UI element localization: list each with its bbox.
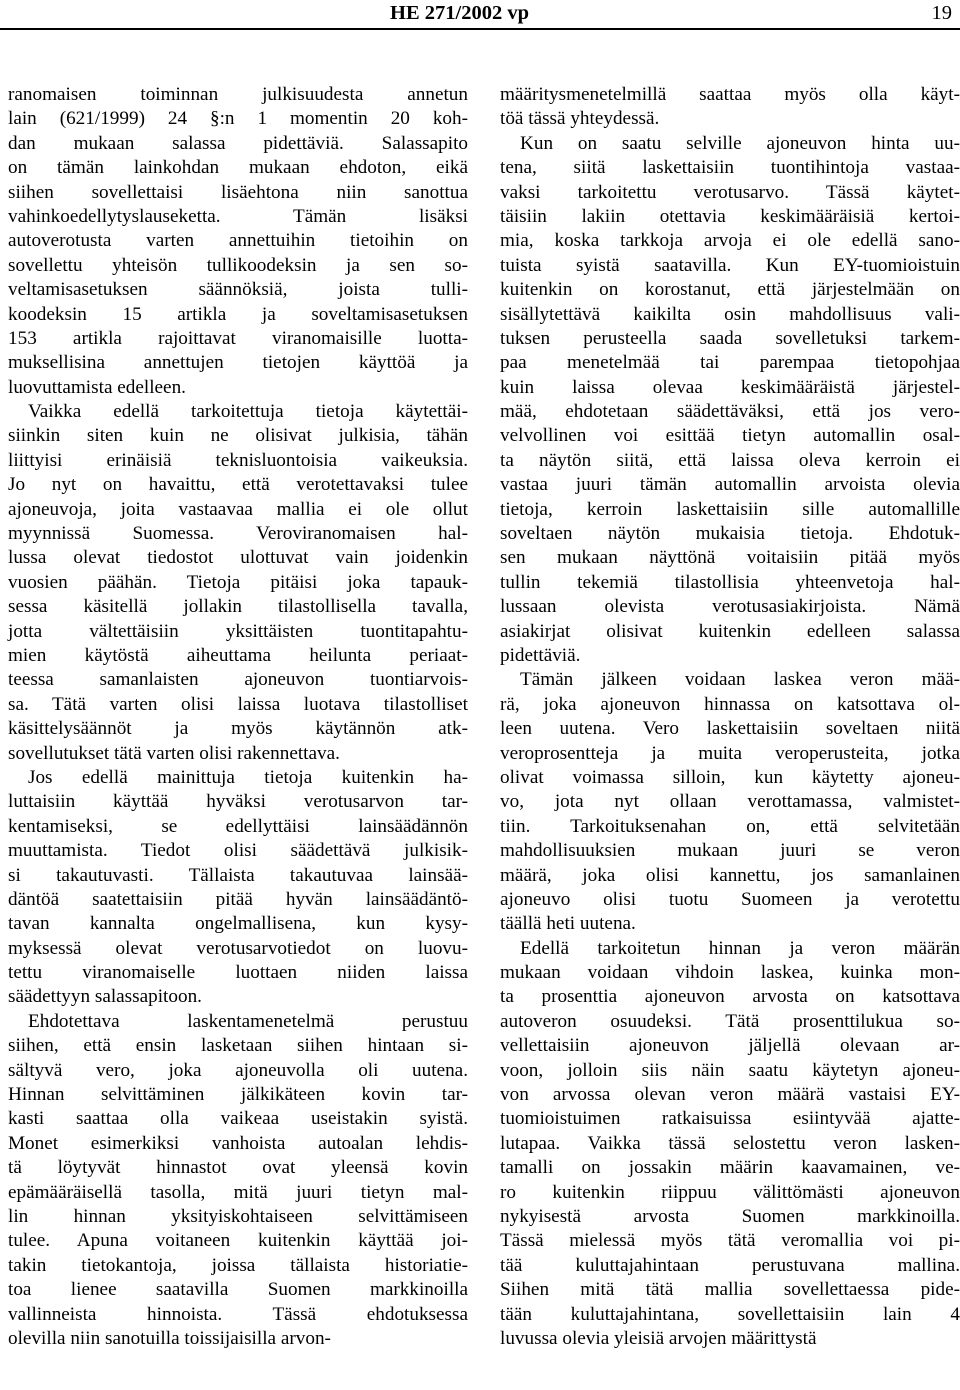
- paragraph: [8, 83, 468, 400]
- text-line: on tämän lainkohdan mukaan ehdoton, eikä: [8, 157, 468, 179]
- text-line: Vaikka edellä tarkoitettuja tietoja käytettäi-: [28, 401, 468, 423]
- text-line: kuitenkin on korostanut, että järjestelmään on: [500, 279, 960, 301]
- text-line: rä, joka ajoneuvon hinnassa on katsottava ol-: [500, 693, 960, 715]
- text-line: tää kuluttajahintaan perustuvana mallina.: [500, 1254, 960, 1276]
- text-line: sovellettu yhteisön tullikoodeksin ja sen so-: [8, 254, 468, 276]
- text-line: lain (621/1999) 24 §:n 1 momentin 20 koh-: [8, 108, 468, 130]
- text-line: lin hinnan yksityiskohtaiseen selvittämiseen: [8, 1205, 468, 1227]
- text-line: luvussa olevia yleisiä arvojen määrittystä: [500, 1327, 817, 1349]
- text-line: von arvossa olevan veron määrä vastaisi EY-: [500, 1084, 960, 1106]
- text-line: pidettäviä.: [500, 644, 581, 666]
- text-line: Monet esimerkiksi vanhoista autoalan lehdis-: [8, 1132, 468, 1154]
- text-line: sovellutukset tätä varten olisi rakennettava.: [8, 742, 340, 764]
- text-line: mahdollisuuksien mukaan juuri se veron: [500, 840, 960, 862]
- text-line: sisällytettävä kaikilta osin mahdollisuus vali-: [500, 303, 960, 325]
- text-line: vo, jota nyt ollaan verottamassa, valmistet-: [500, 791, 960, 813]
- paragraph: [8, 1010, 468, 1351]
- text-line: liittyisi erinäisiä teknisluontoisia vaikeuksia.: [8, 449, 468, 471]
- text-line: tietoja, kerroin laskettaisiin sille automallille: [500, 498, 960, 520]
- text-line: mia, koska tarkkoja arvoja ei ole edellä sano-: [500, 230, 960, 252]
- text-line: leen uutena. Vero laskettaisiin soveltaen niitä: [500, 718, 960, 740]
- text-line: tuksen perusteella saada sovelletuksi tarkem-: [500, 327, 960, 349]
- text-line: sa. Tätä varten olisi laissa luotava tilastolliset: [8, 693, 468, 715]
- text-line: kasti saattaa olla vaikeaa useistakin syistä.: [8, 1108, 468, 1130]
- text-line: tulee. Apuna voitaneen kuitenkin käyttää joi-: [8, 1230, 468, 1252]
- paragraph: [500, 132, 960, 669]
- text-line: käsittelysäännöt ja myös käytännön atk-: [8, 718, 468, 740]
- text-line: ajoneuvo olisi tuotu Suomeen ja verotettu: [500, 888, 960, 910]
- text-line: muksellisina annettujen tietojen käyttöä ja: [8, 352, 468, 374]
- text-line: ta prosenttia ajoneuvon arvosta on katsottava: [500, 986, 960, 1008]
- document-identifier: HE 271/2002 vp: [390, 2, 529, 24]
- text-line: ranomaisen toiminnan julkisuudesta annetun: [8, 84, 468, 105]
- text-line: sältyvä vero, joka ajoneuvolla oli uutena.: [8, 1059, 468, 1081]
- text-line: tettu viranomaiselle luottaen niiden laissa: [8, 962, 468, 984]
- text-line: lussaan olevista verotusasiakirjoista. Nämä: [500, 596, 960, 618]
- text-line: vahinkoedellytyslauseketta. Tämän lisäksi: [8, 205, 468, 227]
- text-line: Jo nyt on havaittu, että verotettavaksi tulee: [8, 474, 468, 496]
- text-line: myynnissä Suomessa. Veroviranomaisen hal-: [8, 523, 468, 545]
- text-line: teessa samanlaisten ajoneuvon tuontiarvois-: [8, 669, 468, 691]
- text-line: nykyisestä arvosta Suomen markkinoilla.: [500, 1205, 960, 1227]
- text-line: olivat voimassa silloin, kun käytetty ajoneu-: [500, 766, 960, 788]
- text-line: ro kuitenkin riippuu välittömästi ajoneuvon: [500, 1181, 960, 1203]
- text-line: luttaisiin käyttää hyväksi verotusarvon tar-: [8, 791, 468, 813]
- paragraph: [8, 766, 468, 1010]
- text-line: sen mukaan näyttönä voitaisiin pitää myös: [500, 547, 960, 569]
- text-line: Edellä tarkoitetun hinnan ja veron määrän: [520, 937, 960, 959]
- text-line: täisiin lakiin otettavia keskimääräisiä kertoi-: [500, 205, 960, 227]
- left-column: [8, 83, 468, 1351]
- paragraph: [500, 937, 960, 1352]
- text-line: dan mukaan salassa pidettäviä. Salassapito: [8, 132, 468, 154]
- text-line: velvollinen voi esittää tietyn automallin osal-: [500, 425, 960, 447]
- text-line: olevilla niin sanotuilla toissijaisilla arvon-: [8, 1327, 331, 1349]
- text-line: muuttamista. Tiedot olisi säädettävä julkisik-: [8, 840, 468, 862]
- text-line: määritysmenetelmillä saattaa myös olla käyt-: [500, 84, 960, 105]
- text-line: siinkin siten kuin ne olisivat julkisia, tähän: [8, 425, 468, 447]
- text-line: Tässä mielessä myös tätä veromallia voi pi-: [500, 1230, 960, 1252]
- text-line: tä löytyvät hinnastot ovat yleensä kovin: [8, 1157, 468, 1179]
- text-line: mukaan voidaan vihdoin laskea, kuinka mon-: [500, 962, 960, 984]
- text-line: Siihen mitä tätä mallia sovellettaessa pide-: [500, 1279, 960, 1301]
- paragraph: [500, 83, 960, 132]
- text-line: kuin laissa olevaa keskimääräistä järjestel-: [500, 376, 960, 398]
- text-line: si takautuvasti. Tällaista takautuvaa lainsää-: [8, 864, 468, 886]
- paragraph: [500, 668, 960, 936]
- text-line: vuosien päähän. Tietoja pitäisi joka tapauk-: [8, 571, 468, 593]
- header-rule: [0, 28, 960, 30]
- text-line: Ehdotettava laskentamenetelmä perustuu: [28, 1010, 468, 1032]
- text-line: epämääräisellä tasolla, mitä juuri tietyn mal-: [8, 1181, 468, 1203]
- text-line: lussa olevat tiedostot ulottuvat vain joidenkin: [8, 547, 468, 569]
- text-line: 153 artikla rajoittavat viranomaisille luotta-: [8, 327, 468, 349]
- text-line: Jos edellä mainittuja tietoja kuitenkin ha-: [28, 766, 468, 788]
- text-line: tavan kannalta ongelmallisena, kun kysy-: [8, 913, 468, 935]
- text-line: ta näytön siitä, että laissa oleva kerroin ei: [500, 449, 960, 471]
- text-line: voon, jolloin siis näin saatu käytetyn ajoneu-: [500, 1059, 960, 1081]
- text-line: vastaa juuri tämän automallin arvoista olevia: [500, 474, 960, 496]
- text-line: ajoneuvoja, joita vastaavaa mallia ei ole ollut: [8, 498, 468, 520]
- text-line: täällä heti uutena.: [500, 913, 636, 935]
- text-line: säädettyyn salassapitoon.: [8, 986, 202, 1008]
- text-line: vellettaisiin ajoneuvon jäljellä olevaan ar-: [500, 1035, 960, 1057]
- text-line: toa lienee saatavilla Suomen markkinoilla: [8, 1279, 468, 1301]
- text-line: veroprosentteja ja muita veroperusteita, jotka: [500, 742, 960, 764]
- text-line: veltamisasetuksen säännöksiä, joista tulli-: [8, 279, 468, 301]
- text-line: autoveron osuudeksi. Tätä prosenttilukua so-: [500, 1010, 960, 1032]
- text-line: siihen, että ensin lasketaan siihen hintaan si-: [8, 1035, 468, 1057]
- text-line: määrä, joka olisi kannettu, jos samanlainen: [500, 864, 960, 886]
- text-line: tena, siitä laskettaisiin tuontihintoja vastaa-: [500, 157, 960, 179]
- text-line: tamalli on jossakin määrin kaavamainen, ve-: [500, 1157, 960, 1179]
- text-line: Tämän jälkeen voidaan laskea veron mää-: [520, 669, 960, 691]
- text-line: tuomioistuimen ratkaisuissa esiintyvää ajatte-: [500, 1108, 960, 1130]
- page-number: 19: [931, 2, 952, 24]
- text-line: tullin tekemiä tilastollisia yhteenvetoja hal-: [500, 571, 960, 593]
- text-line: töä tässä yhteydessä.: [500, 108, 660, 130]
- text-line: tään kuluttajahintana, sovellettaisiin lain 4: [500, 1303, 960, 1325]
- text-line: sessa käsitellä jollakin tilastollisella tavalla,: [8, 596, 468, 618]
- text-line: paa menetelmää tai parempaa tietopohjaa: [500, 352, 960, 374]
- text-line: vallinneista hinnoista. Tässä ehdotuksessa: [8, 1303, 468, 1325]
- text-line: kentamiseksi, se edellyttäisi lainsäädännön: [8, 815, 468, 837]
- text-line: däntöä saatettaisiin pitää hyvän lainsäädäntö-: [8, 888, 468, 910]
- text-line: lutapaa. Vaikka tässä selostettu veron lasken-: [500, 1132, 960, 1154]
- text-line: mien käytöstä aiheuttama heilunta periaat-: [8, 644, 468, 666]
- page-header: [0, 0, 960, 28]
- text-line: Kun on saatu selville ajoneuvon hinta uu-: [520, 132, 960, 154]
- text-line: vaksi tarkoitettu verotusarvo. Tässä käytet-: [500, 181, 960, 203]
- text-line: tuista syistä saatavilla. Kun EY-tuomioistuin: [500, 254, 960, 276]
- text-line: koodeksin 15 artikla ja soveltamisasetuksen: [8, 303, 468, 325]
- text-line: autoverotusta varten annettuihin tietoihin on: [8, 230, 468, 252]
- text-line: takin tietokantoja, joissa tällaista historiatie-: [8, 1254, 468, 1276]
- text-line: jotta vältettäisiin yksittäisten tuontitapahtu-: [8, 620, 468, 642]
- text-line: asiakirjat olisivat kuitenkin edelleen salassa: [500, 620, 960, 642]
- text-line: mää, ehdotetaan säädettäväksi, että jos vero-: [500, 401, 960, 423]
- right-column: [500, 83, 960, 1351]
- text-line: tiin. Tarkoituksenahan on, että selvitetään: [500, 815, 960, 837]
- text-line: myksessä olevat verotusarvotiedot on luovu-: [8, 937, 468, 959]
- text-line: luovuttamista edelleen.: [8, 376, 186, 398]
- paragraph: [8, 400, 468, 766]
- text-line: soveltaen näytön mukaisia tietoja. Ehdotuk-: [500, 523, 960, 545]
- text-line: siihen sovellettaisi lisäehtona niin sanottua: [8, 181, 468, 203]
- text-line: Hinnan selvittäminen jälkikäteen kovin tar-: [8, 1084, 468, 1106]
